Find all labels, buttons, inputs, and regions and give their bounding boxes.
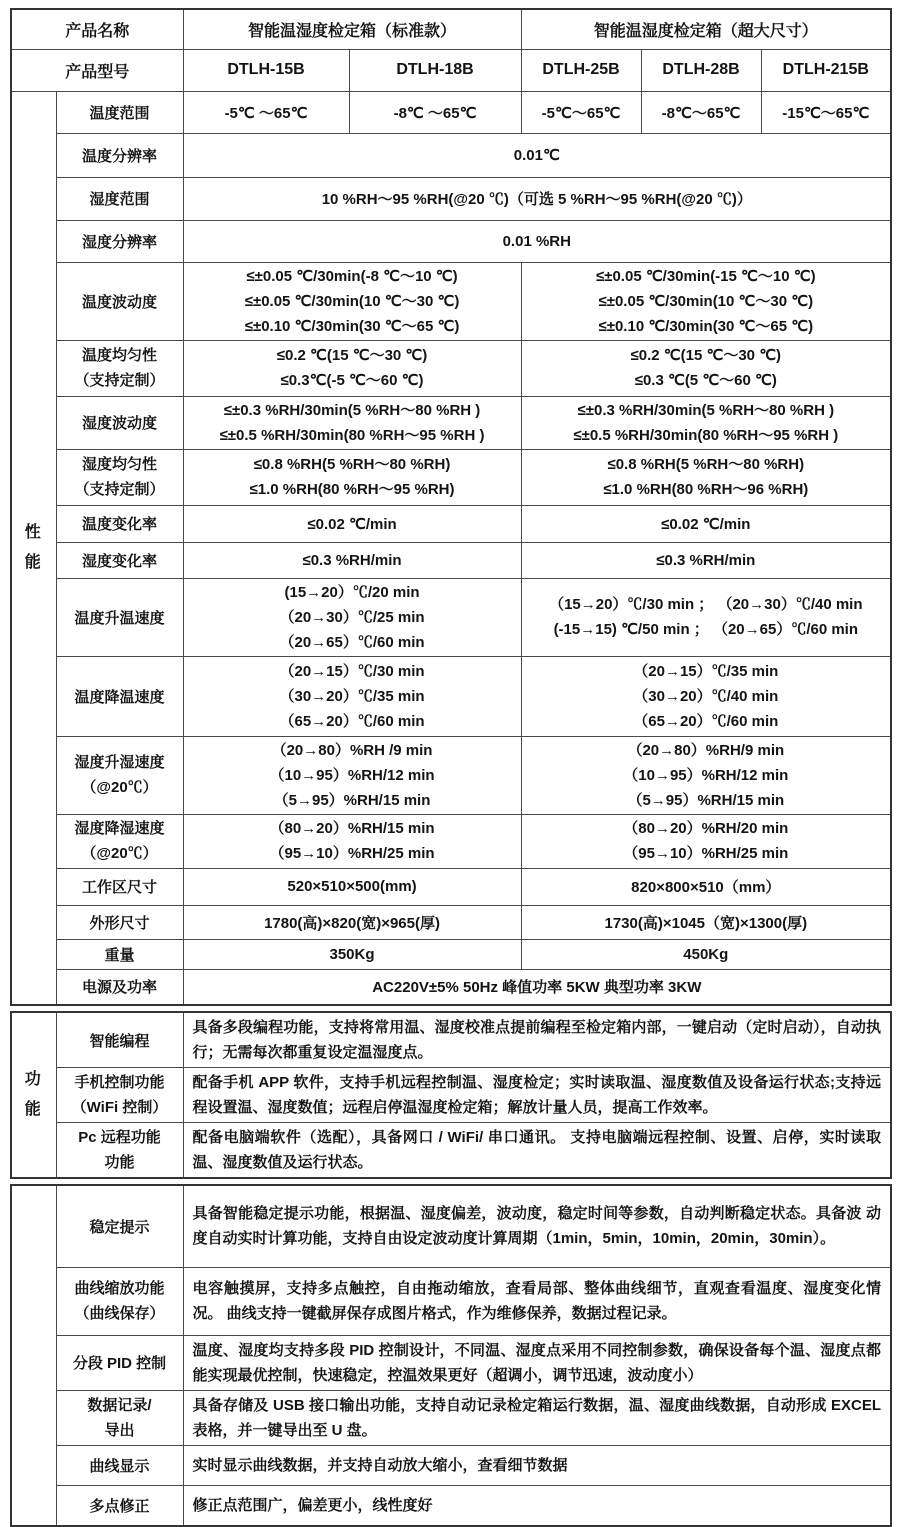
- spec-line: ≤±0.3 %RH/30min(5 %RH～80 %RH ): [577, 401, 835, 419]
- table-row: [11, 1068, 891, 1123]
- table-row: [11, 1335, 891, 1390]
- spec-line: （65→20）℃/60 min: [633, 712, 779, 730]
- table-row: [11, 1445, 891, 1485]
- spec-line: ≤±0.5 %RH/30min(80 %RH～95 %RH ): [219, 426, 485, 444]
- dehumidify-speed-standard: [183, 814, 521, 868]
- table-row: [11, 220, 891, 262]
- table-row: [11, 578, 891, 656]
- spec-line: （65→20）℃/60 min: [279, 712, 425, 730]
- label-line: 功能: [104, 1154, 135, 1171]
- spec-line: （20→80）%RH /9 min: [271, 741, 433, 759]
- cooling-speed-label: 温度降温速度: [56, 656, 183, 736]
- humidity-range-label: 湿度范围: [56, 177, 183, 220]
- curve-display-label: 曲线显示: [56, 1445, 183, 1485]
- oversize-series-title: 智能温湿度检定箱（超大尺寸）: [521, 9, 891, 49]
- heating-speed-oversize: [521, 578, 891, 656]
- label-line: 湿度升湿速度: [74, 754, 165, 771]
- label-line: 温度均匀性: [82, 347, 158, 364]
- label-line: （@20℃）: [81, 845, 158, 862]
- pid-control-desc: 温度、湿度均支持多段 PID 控制设计，不同温、湿度点采用不同控制参数，确保设备每个温、湿度点都 能实现最优控制，快速稳定，控温效果更好（超调小，调节迅速，波动度小）: [183, 1335, 891, 1390]
- spec-line: ≤0.3℃(-5 ℃～60 ℃): [280, 372, 424, 389]
- section-label-performance: [11, 91, 56, 1005]
- spec-line: ≤±0.05 ℃/30min(-15 ℃～10 ℃): [596, 267, 816, 285]
- spec-line: （80→20）%RH/15 min: [269, 820, 435, 837]
- spec-line: (15→20）℃/20 min: [284, 583, 420, 601]
- pc-remote-label: [56, 1123, 183, 1179]
- temp-change-rate-standard: ≤0.02 ℃/min: [183, 505, 521, 542]
- label-line: Pc 远程功能: [78, 1129, 161, 1146]
- product-model-label: 产品型号: [11, 49, 183, 91]
- spec-line: ≤±0.5 %RH/30min(80 %RH～95 %RH ): [573, 426, 839, 444]
- humidity-change-rate-label: 湿度变化率: [56, 542, 183, 578]
- table-row: [11, 736, 891, 814]
- weight-label: 重量: [56, 939, 183, 969]
- multipoint-correction-desc: 修正点范围广，偏差更小，线性度好: [183, 1485, 891, 1526]
- exterior-size-oversize: 1730(高)×1045（宽)×1300(厚): [521, 905, 891, 939]
- humidity-change-rate-standard: ≤0.3 %RH/min: [183, 542, 521, 578]
- temp-range-value-25b: -5℃～65℃: [521, 91, 641, 133]
- table-row: [11, 1267, 891, 1335]
- spec-line: ≤0.8 %RH(5 %RH～80 %RH): [607, 456, 805, 473]
- dehumidify-speed-oversize: [521, 814, 891, 868]
- model-dtlh-15b: DTLH-15B: [183, 49, 349, 91]
- table-row: [11, 262, 891, 340]
- exterior-size-label: 外形尺寸: [56, 905, 183, 939]
- table-row: [11, 49, 891, 91]
- spec-line: (-15→15) ℃/50 min ； （20→65）℃/60 min: [553, 621, 859, 638]
- weight-standard: 350Kg: [183, 939, 521, 969]
- label-line: 湿度均匀性: [82, 456, 158, 473]
- model-dtlh-215b: DTLH-215B: [761, 49, 891, 91]
- humidity-uniformity-oversize: [521, 449, 891, 505]
- spec-line: ≤0.8 %RH(5 %RH～80 %RH): [253, 456, 451, 473]
- cooling-speed-standard: [183, 656, 521, 736]
- table-row: [11, 1390, 891, 1445]
- spec-line: （20→30）℃/25 min: [279, 608, 425, 626]
- label-line: （曲线保存）: [74, 1305, 165, 1322]
- multipoint-correction-label: 多点修正: [56, 1485, 183, 1526]
- functions-section-text: 功能: [24, 1071, 43, 1118]
- humidity-fluctuation-oversize: [521, 396, 891, 449]
- table-row: [11, 1185, 891, 1267]
- temp-fluctuation-label: 温度波动度: [56, 262, 183, 340]
- temp-range-label: 温度范围: [56, 91, 183, 133]
- temp-change-rate-oversize: ≤0.02 ℃/min: [521, 505, 891, 542]
- functions-table: [10, 1011, 892, 1179]
- curve-zoom-label: [56, 1267, 183, 1335]
- model-dtlh-25b: DTLH-25B: [521, 49, 641, 91]
- table-row: [11, 814, 891, 868]
- humidify-speed-oversize: [521, 736, 891, 814]
- spec-line: ≤1.0 %RH(80 %RH～95 %RH): [249, 481, 455, 498]
- section-label-empty: [11, 1185, 56, 1526]
- temp-change-rate-label: 温度变化率: [56, 505, 183, 542]
- table-row: [11, 868, 891, 905]
- table-row: [11, 656, 891, 736]
- humidity-change-rate-oversize: ≤0.3 %RH/min: [521, 542, 891, 578]
- work-zone-size-oversize: 820×800×510（mm）: [521, 868, 891, 905]
- spec-line: ≤±0.05 ℃/30min(10 ℃～30 ℃): [598, 292, 814, 310]
- phone-control-desc: 配备手机 APP 软件，支持手机远程控制温、湿度检定；实时读取温、湿度数值及设备运行状态;支持远程设置温、湿度数值；远程启停温湿度检定箱；解放计量人员，提高工作效率。: [183, 1068, 891, 1123]
- spec-line: ≤0.2 ℃(15 ℃～30 ℃): [276, 347, 428, 364]
- model-dtlh-28b: DTLH-28B: [641, 49, 761, 91]
- spec-line: （20→15）℃/30 min: [279, 662, 425, 680]
- humidify-speed-standard: [183, 736, 521, 814]
- label-line: （支持定制）: [74, 481, 165, 498]
- heating-speed-label: 温度升温速度: [56, 578, 183, 656]
- heating-speed-standard: [183, 578, 521, 656]
- spec-line: ≤±0.10 ℃/30min(30 ℃～65 ℃): [244, 317, 460, 335]
- table-row: [11, 9, 891, 49]
- pid-control-label: 分段 PID 控制: [56, 1335, 183, 1390]
- temp-fluctuation-oversize: [521, 262, 891, 340]
- table-row: [11, 396, 891, 449]
- features-table: [10, 1184, 892, 1527]
- table-row: [11, 969, 891, 1005]
- dehumidify-speed-label: [56, 814, 183, 868]
- humidity-fluctuation-label: 湿度波动度: [56, 396, 183, 449]
- table-row: [11, 340, 891, 396]
- humidity-uniformity-label: [56, 449, 183, 505]
- table-row: [11, 1012, 891, 1068]
- temp-uniformity-standard: [183, 340, 521, 396]
- spec-line: ≤±0.10 ℃/30min(30 ℃～65 ℃): [598, 317, 814, 335]
- humidity-range-value: 10 %RH～95 %RH(@20 ℃)（可选 5 %RH～95 %RH(@20 ℃)）: [183, 177, 891, 220]
- spec-line: （20→65）℃/60 min: [279, 633, 425, 651]
- pc-remote-desc: 配备电脑端软件（选配），具备网口 / WiFi/ 串口通讯。 支持电脑端远程控制、设置、启停，实时读取温、湿度数值及运行状态。: [183, 1123, 891, 1179]
- temp-range-value-28b: -8℃～65℃: [641, 91, 761, 133]
- spec-line: （95→10）%RH/25 min: [623, 845, 789, 862]
- power-supply-label: 电源及功率: [56, 969, 183, 1005]
- spec-line: ≤0.3 ℃(5 ℃～60 ℃): [634, 372, 777, 389]
- humidity-resolution-label: 湿度分辨率: [56, 220, 183, 262]
- spec-line: ≤0.2 ℃(15 ℃～30 ℃): [630, 347, 782, 364]
- table-row: [11, 542, 891, 578]
- performance-spec-table: [10, 8, 892, 1006]
- label-line: 手机控制功能: [74, 1074, 165, 1091]
- performance-section-text: 性能: [24, 523, 43, 571]
- temp-range-value-18b: -8℃ ～65℃: [349, 91, 521, 133]
- temp-resolution-value: 0.01℃: [183, 133, 891, 177]
- humidity-uniformity-standard: [183, 449, 521, 505]
- work-zone-size-standard: 520×510×500(mm): [183, 868, 521, 905]
- spec-line: ≤±0.05 ℃/30min(-8 ℃～10 ℃): [246, 267, 458, 285]
- table-row: [11, 1123, 891, 1179]
- humidify-speed-label: [56, 736, 183, 814]
- spec-line: ≤1.0 %RH(80 %RH～96 %RH): [603, 481, 809, 498]
- spec-line: （5→95）%RH/15 min: [273, 791, 431, 809]
- label-line: 湿度降湿速度: [74, 820, 165, 837]
- spec-line: （30→20）℃/35 min: [279, 687, 425, 705]
- spec-line: （10→95）%RH/12 min: [623, 766, 789, 784]
- table-row: [11, 91, 891, 133]
- spec-line: ≤±0.3 %RH/30min(5 %RH～80 %RH ): [223, 401, 481, 419]
- temp-fluctuation-standard: [183, 262, 521, 340]
- product-name-label: 产品名称: [11, 9, 183, 49]
- label-line: 导出: [104, 1421, 135, 1439]
- curve-zoom-desc: 电容触摸屏，支持多点触控，自由拖动缩放，查看局部、整体曲线细节，直观查看温度、湿度变化情况。 曲线支持一键截屏保存成图片格式，作为维修保养，数据过程记录。: [183, 1267, 891, 1335]
- table-row: [11, 449, 891, 505]
- data-record-export-desc: 具备存储及 USB 接口输出功能，支持自动记录检定箱运行数据，温、湿度曲线数据，自动形成 EXCEL 表格，并一键导出至 U 盘。: [183, 1390, 891, 1445]
- standard-series-title: 智能温湿度检定箱（标准款）: [183, 9, 521, 49]
- table-row: [11, 177, 891, 220]
- spec-line: （95→10）%RH/25 min: [269, 845, 435, 862]
- curve-display-desc: 实时显示曲线数据，并支持自动放大缩小，查看细节数据: [183, 1445, 891, 1485]
- table-row: [11, 905, 891, 939]
- table-row: [11, 505, 891, 542]
- temp-uniformity-label: [56, 340, 183, 396]
- phone-control-label: [56, 1068, 183, 1123]
- humidity-fluctuation-standard: [183, 396, 521, 449]
- temp-resolution-label: 温度分辨率: [56, 133, 183, 177]
- spec-line: （80→20）%RH/20 min: [623, 820, 789, 837]
- label-line: 数据记录/: [87, 1396, 152, 1414]
- section-label-functions: [11, 1012, 56, 1178]
- label-line: （WiFi 控制）: [71, 1099, 168, 1116]
- temp-uniformity-oversize: [521, 340, 891, 396]
- label-line: （@20℃）: [81, 779, 158, 796]
- smart-programming-label: 智能编程: [56, 1012, 183, 1068]
- label-line: 曲线缩放功能: [74, 1280, 165, 1297]
- spec-line: （20→80）%RH/9 min: [627, 741, 785, 759]
- spec-line: （15→20）℃/30 min ； （20→30）℃/40 min: [549, 596, 863, 613]
- table-row: [11, 1485, 891, 1526]
- power-supply-value: AC220V±5% 50Hz 峰值功率 5KW 典型功率 3KW: [183, 969, 891, 1005]
- table-row: [11, 133, 891, 177]
- humidity-resolution-value: 0.01 %RH: [183, 220, 891, 262]
- temp-range-value-15b: -5℃ ～65℃: [183, 91, 349, 133]
- stability-hint-desc: 具备智能稳定提示功能，根据温、湿度偏差，波动度，稳定时间等参数，自动判断稳定状态。具备波 动度自动实时计算功能，支持自由设定波动度计算周期（1min，5min，10min，20min，30min）。: [183, 1185, 891, 1267]
- weight-oversize: 450Kg: [521, 939, 891, 969]
- table-row: [11, 939, 891, 969]
- exterior-size-standard: 1780(高)×820(宽)×965(厚): [183, 905, 521, 939]
- spec-line: （30→20）℃/40 min: [633, 687, 779, 705]
- spec-line: （20→15）℃/35 min: [633, 662, 779, 680]
- stability-hint-label: 稳定提示: [56, 1185, 183, 1267]
- smart-programming-desc: 具备多段编程功能，支持将常用温、湿度校准点提前编程至检定箱内部，一键启动（定时启动），自动执行；无需每次都重复设定温湿度点。: [183, 1012, 891, 1068]
- data-record-export-label: [56, 1390, 183, 1445]
- spec-line: （10→95）%RH/12 min: [269, 766, 435, 784]
- cooling-speed-oversize: [521, 656, 891, 736]
- label-line: （支持定制）: [74, 372, 165, 389]
- spec-line: ≤±0.05 ℃/30min(10 ℃～30 ℃): [244, 292, 460, 310]
- work-zone-size-label: 工作区尺寸: [56, 868, 183, 905]
- model-dtlh-18b: DTLH-18B: [349, 49, 521, 91]
- spec-line: （5→95）%RH/15 min: [627, 791, 785, 809]
- temp-range-value-215b: -15℃～65℃: [761, 91, 891, 133]
